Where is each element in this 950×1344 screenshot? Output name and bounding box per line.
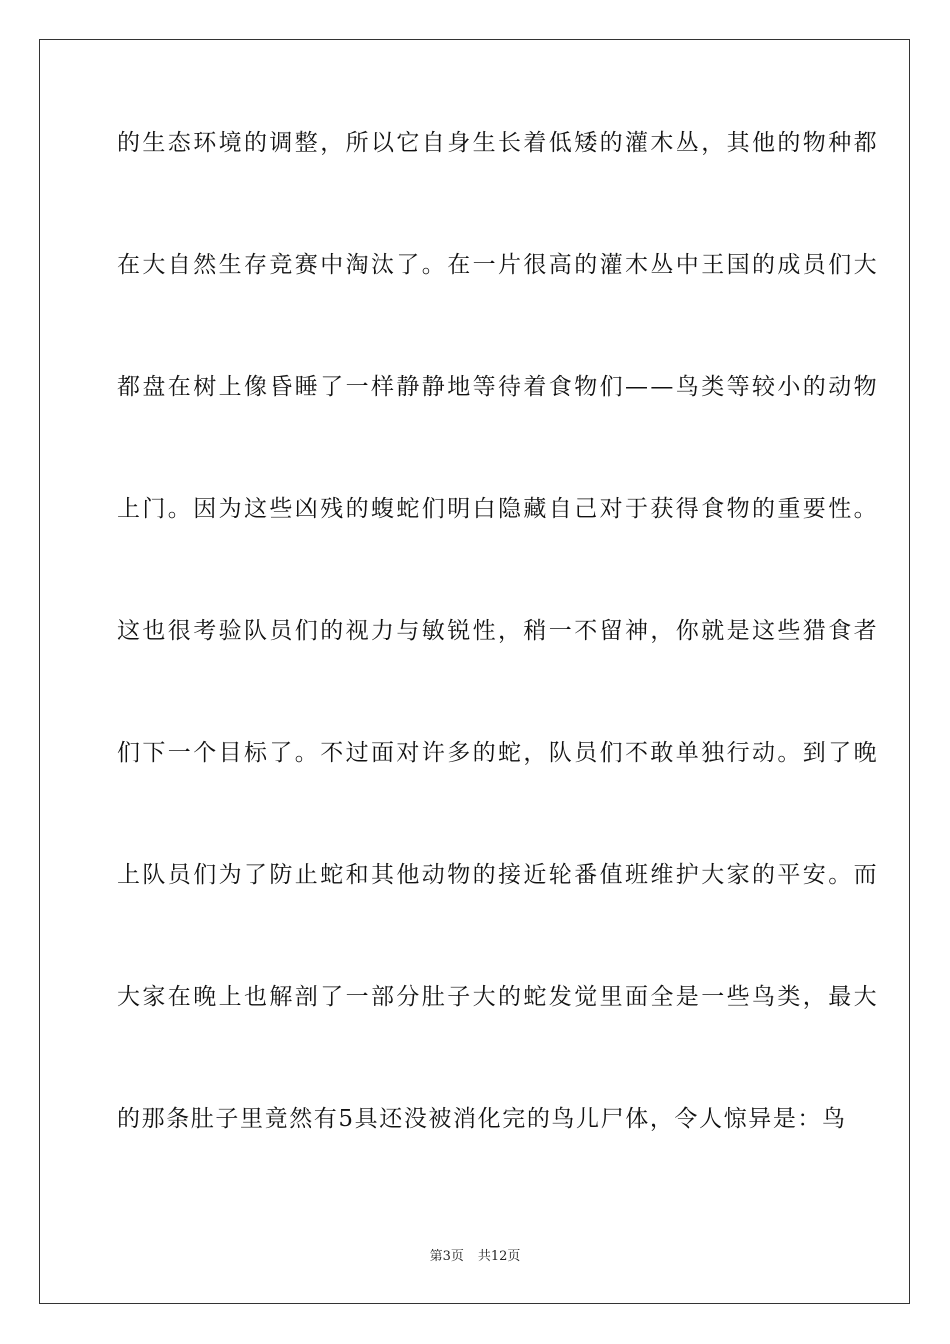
text-line-7: 上队员们为了防止蛇和其他动物的接近轮番值班维护大家的平安。而: [117, 862, 879, 888]
text-line-3: 都盘在树上像昏睡了一样静静地等待着食物们——鸟类等较小的动物: [117, 374, 879, 400]
page-footer: [0, 1248, 950, 1266]
text-line-9: 的那条肚子里竟然有5具还没被消化完的鸟儿尸体，令人惊异是：鸟: [117, 1106, 847, 1132]
text-line-5: 这也很考验队员们的视力与敏锐性，稍一不留神，你就是这些猎食者: [117, 618, 879, 644]
text-line-1: 的生态环境的调整，所以它自身生长着低矮的灌木丛，其他的物种都: [117, 130, 879, 156]
text-line-8: 大家在晚上也解剖了一部分肚子大的蛇发觉里面全是一些鸟类，最大: [117, 984, 879, 1010]
page-total: 共12页: [477, 1249, 521, 1264]
page-number: 第3页: [429, 1249, 464, 1264]
text-line-6: 们下一个目标了。不过面对许多的蛇，队员们不敢单独行动。到了晚: [117, 740, 879, 766]
text-line-2: 在大自然生存竞赛中淘汰了。在一片很高的灌木丛中王国的成员们大: [117, 252, 879, 278]
text-line-4: 上门。因为这些凶残的蝮蛇们明白隐藏自己对于获得食物的重要性。: [117, 496, 879, 522]
document-body: [117, 128, 879, 1226]
